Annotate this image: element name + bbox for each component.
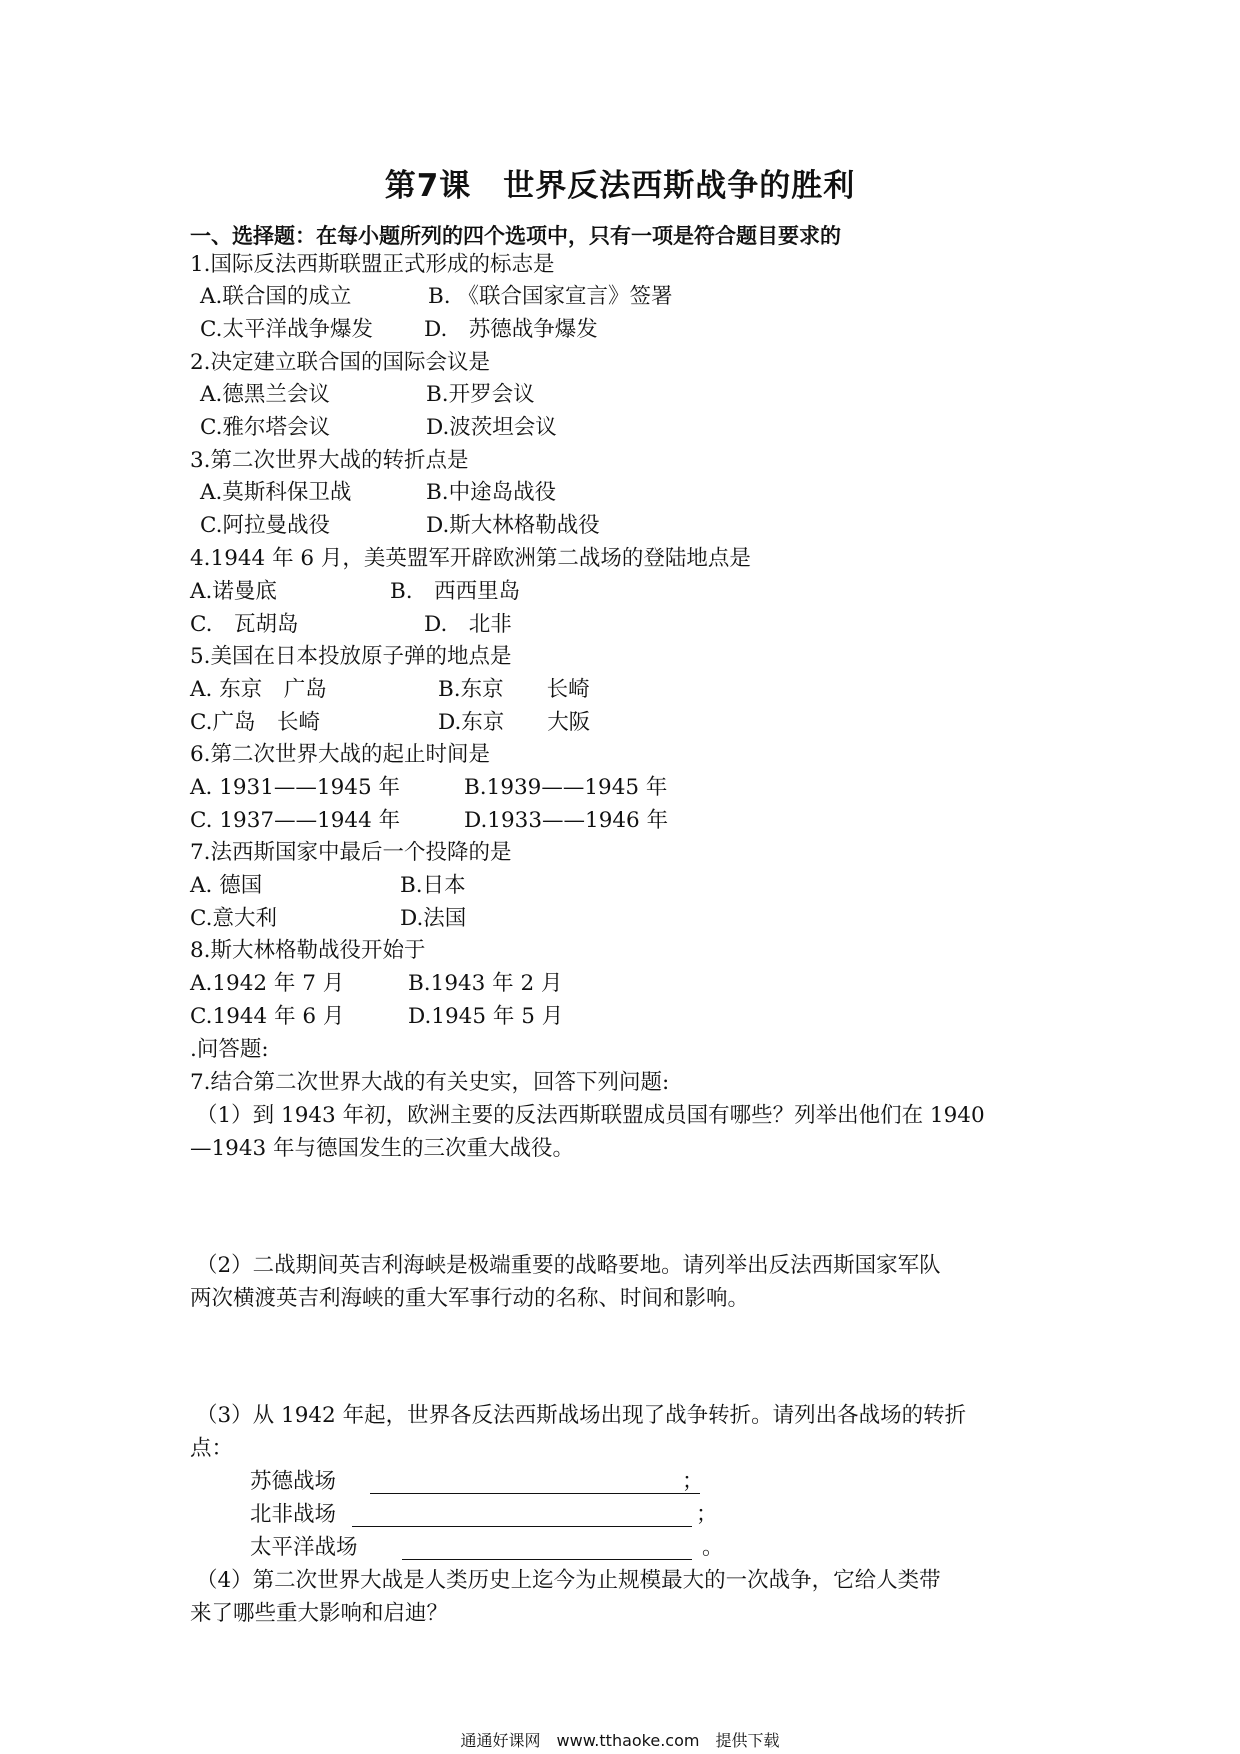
option-c: C. 1937——1944 年	[190, 808, 401, 833]
question-stem: 4.1944 年 6 月，美英盟军开辟欧洲第二战场的登陆地点是	[190, 546, 751, 571]
question-stem: 7.法西斯国家中最后一个投降的是	[190, 840, 512, 865]
option-a: A.德黑兰会议	[200, 382, 330, 407]
answer-blank[interactable]	[402, 1535, 692, 1560]
option-c: C.1944 年 6 月	[190, 1004, 345, 1029]
option-b: B.开罗会议	[426, 382, 535, 407]
fill-blank-end: ；	[696, 1502, 718, 1527]
sub-question-1-line1: （1）到 1943 年初，欧洲主要的反法西斯联盟成员国有哪些？列举出他们在 1940	[196, 1103, 985, 1128]
question-stem: 2.决定建立联合国的国际会议是	[190, 350, 491, 375]
question-stem: 3.第二次世界大战的转折点是	[190, 448, 469, 473]
sub-question-1-line2: —1943 年与德国发生的三次重大战役。	[190, 1136, 575, 1161]
option-c: C.雅尔塔会议	[200, 415, 331, 440]
option-c: C.阿拉曼战役	[200, 513, 331, 538]
question-stem: 8.斯大林格勒战役开始于	[190, 938, 426, 963]
option-d: D.波茨坦会议	[426, 415, 557, 440]
option-a: A. 东京 广岛	[190, 677, 327, 702]
fill-blank-label: 北非战场	[250, 1502, 337, 1527]
page-title: 第7课 世界反法西斯战争的胜利	[384, 168, 856, 204]
option-a: A.联合国的成立	[200, 284, 352, 309]
answer-blank[interactable]	[352, 1502, 692, 1527]
sub-question-4-line1: （4）第二次世界大战是人类历史上迄今为止规模最大的一次战争，它给人类带	[196, 1568, 941, 1593]
question-stem: 1.国际反法西斯联盟正式形成的标志是	[190, 252, 555, 277]
option-d: D.东京 大阪	[438, 710, 591, 735]
option-d: D.1933——1946 年	[464, 808, 669, 833]
sub-question-2-line1: （2）二战期间英吉利海峡是极端重要的战略要地。请列举出反法西斯国家军队	[196, 1253, 941, 1278]
option-b: B.1943 年 2 月	[408, 971, 563, 996]
section-heading-choice: 一、选择题：在每小题所列的四个选项中，只有一项是符合题目要求的	[190, 224, 841, 248]
sub-question-4-line2: 来了哪些重大影响和启迪？	[190, 1601, 449, 1626]
question-stem: 6.第二次世界大战的起止时间是	[190, 742, 491, 767]
option-b: B. 《联合国家宣言》签署	[428, 284, 673, 309]
fill-blank-end: 。	[702, 1535, 724, 1560]
option-b: B.东京 长崎	[438, 677, 590, 702]
option-a: A.诺曼底	[190, 579, 277, 604]
option-d: D. 苏德战争爆发	[424, 317, 598, 342]
sub-question-3-line1: （3）从 1942 年起，世界各反法西斯战场出现了战争转折。请列出各战场的转折	[196, 1403, 967, 1428]
sub-question-3-line2: 点：	[190, 1436, 234, 1461]
option-c: C.太平洋战争爆发	[200, 317, 374, 342]
option-a: A.1942 年 7 月	[190, 971, 345, 996]
option-d: D.斯大林格勒战役	[426, 513, 600, 538]
option-c: C. 瓦胡岛	[190, 612, 299, 637]
option-d: D.1945 年 5 月	[408, 1004, 564, 1029]
answer-blank[interactable]	[370, 1469, 700, 1494]
section-heading-essay: .问答题:	[190, 1037, 269, 1062]
option-b: B.中途岛战役	[426, 480, 557, 505]
option-c: C.意大利	[190, 906, 278, 931]
option-c: C.广岛 长崎	[190, 710, 321, 735]
option-b: B.日本	[400, 873, 466, 898]
option-a: A.莫斯科保卫战	[200, 480, 352, 505]
page-footer: 通通好课网 www.tthaoke.com 提供下载	[460, 1731, 780, 1750]
fill-blank-label: 太平洋战场	[250, 1535, 358, 1560]
fill-blank-end: ；	[682, 1469, 704, 1494]
option-b: B. 西西里岛	[390, 579, 521, 604]
option-d: D. 北非	[424, 612, 512, 637]
option-a: A. 德国	[190, 873, 263, 898]
option-d: D.法国	[400, 906, 467, 931]
option-a: A. 1931——1945 年	[190, 775, 400, 800]
question-stem: 5.美国在日本投放原子弹的地点是	[190, 644, 512, 669]
sub-question-2-line2: 两次横渡英吉利海峡的重大军事行动的名称、时间和影响。	[190, 1286, 750, 1311]
essay-stem: 7.结合第二次世界大战的有关史实，回答下列问题:	[190, 1070, 670, 1095]
fill-blank-label: 苏德战场	[250, 1469, 337, 1494]
option-b: B.1939——1945 年	[464, 775, 668, 800]
